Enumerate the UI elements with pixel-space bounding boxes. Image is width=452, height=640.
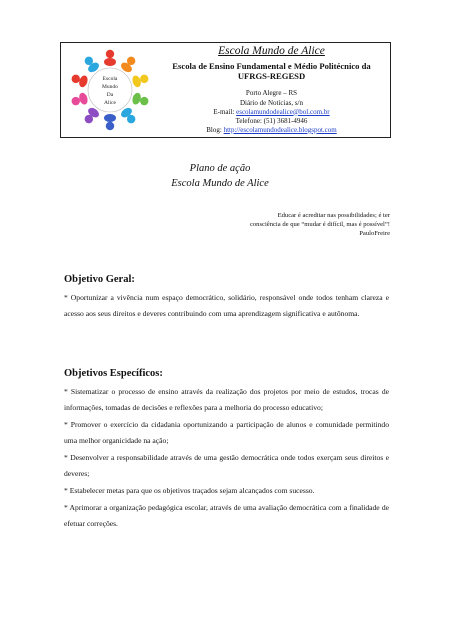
school-logo — [67, 47, 153, 133]
plan-title — [150, 162, 290, 191]
specific-objective-item: * Estabelecer metas para que os objetivos traçados sejam alcançados com sucesso. — [64, 486, 315, 495]
blog-label: Blog: — [206, 125, 224, 134]
address-city: Porto Alegre – RS — [245, 89, 298, 98]
header-text — [159, 45, 384, 135]
logo-figure-head — [127, 57, 135, 65]
specific-objective-item: * Sistematizar o processo de ensino através da realização dos projetos por meio de estudos, trocas de informações, tomadas de decisões e reflexões para a melhoria do processo educativo; — [64, 387, 389, 412]
quote-line1: Educar é acreditar nas possibilidades; é ter — [277, 212, 390, 219]
school-subtitle-line1: Escola de Ensino Fundamental e Médio Politécnico da — [172, 60, 371, 71]
specific-objective-item: * Promover o exercício da cidadania oportunizando a participação de alunos e comunidade permitindo uma melhor organicidade na ação; — [64, 420, 389, 445]
blog-link[interactable]: http://escolamundodealice.blogspot.com — [223, 125, 337, 134]
header-box — [60, 42, 391, 138]
quote-author: PauloFreire — [359, 229, 390, 237]
logo-text-3: Da — [106, 92, 114, 98]
school-title: Escola Mundo de Alice — [218, 45, 325, 57]
logo-text-2: Mundo — [102, 84, 118, 90]
logo-figure-head — [127, 115, 135, 123]
address-street: Diário de Notícias, s/n — [240, 98, 303, 107]
general-objective-text: * Oportunizar a vivência num espaço democrático, solidário, responsável onde todos tenham clareza e acesso aos seus direitos e deveres contribuindo com uma aprendizagem significativa e autônoma. — [64, 293, 389, 318]
email-label: E-mail: — [213, 107, 237, 116]
logo-figure-head — [106, 50, 114, 58]
logo-figure-head — [85, 57, 93, 65]
email-line — [159, 108, 384, 117]
logo-figure-body — [78, 74, 89, 88]
logo-text-4: Alice — [104, 100, 116, 106]
quote-line2: consciência de que “mudar é difícil, mas é possível”! — [249, 220, 390, 228]
logo-text-1: Escola — [102, 76, 118, 82]
logo-figure-body — [131, 92, 142, 106]
logo-figure-head — [140, 97, 148, 105]
school-subtitle-line2: UFRGS-REGESD — [237, 71, 306, 82]
logo-figure-head — [72, 75, 80, 83]
logo-figure-head — [140, 75, 148, 83]
blog-line — [159, 126, 384, 135]
logo-figure-body — [104, 114, 116, 122]
logo-figure-body — [78, 92, 89, 106]
logo-figure-head — [72, 97, 80, 105]
logo-figure-body — [104, 58, 116, 66]
logo-figure-head — [85, 115, 93, 123]
general-objective-section — [64, 274, 389, 322]
email-link[interactable]: escolamundodealice@bol.com.br — [236, 107, 330, 116]
specific-objective-item: * Desenvolver a responsabilidade através de uma gestão democrática onde todos exerçam seus direitos e deveres; — [64, 453, 389, 478]
phone-line: Telefone: (51) 3681-4946 — [235, 116, 308, 125]
logo-figure-body — [131, 74, 142, 88]
plan-title-line2: Escola Mundo de Alice — [171, 177, 269, 189]
specific-objectives-section — [64, 368, 389, 532]
specific-objective-item: * Aprimorar a organização pedagógica escolar, através de uma avaliação democrática com a finalidade de efetuar correções. — [64, 503, 389, 528]
logo-figure-head — [106, 122, 114, 130]
specific-objectives-title: Objetivos Específicos: — [64, 368, 163, 379]
plan-title-line1: Plano de ação — [189, 163, 251, 174]
general-objective-title: Objetivo Geral: — [64, 274, 135, 285]
epigraph-quote — [210, 212, 390, 239]
